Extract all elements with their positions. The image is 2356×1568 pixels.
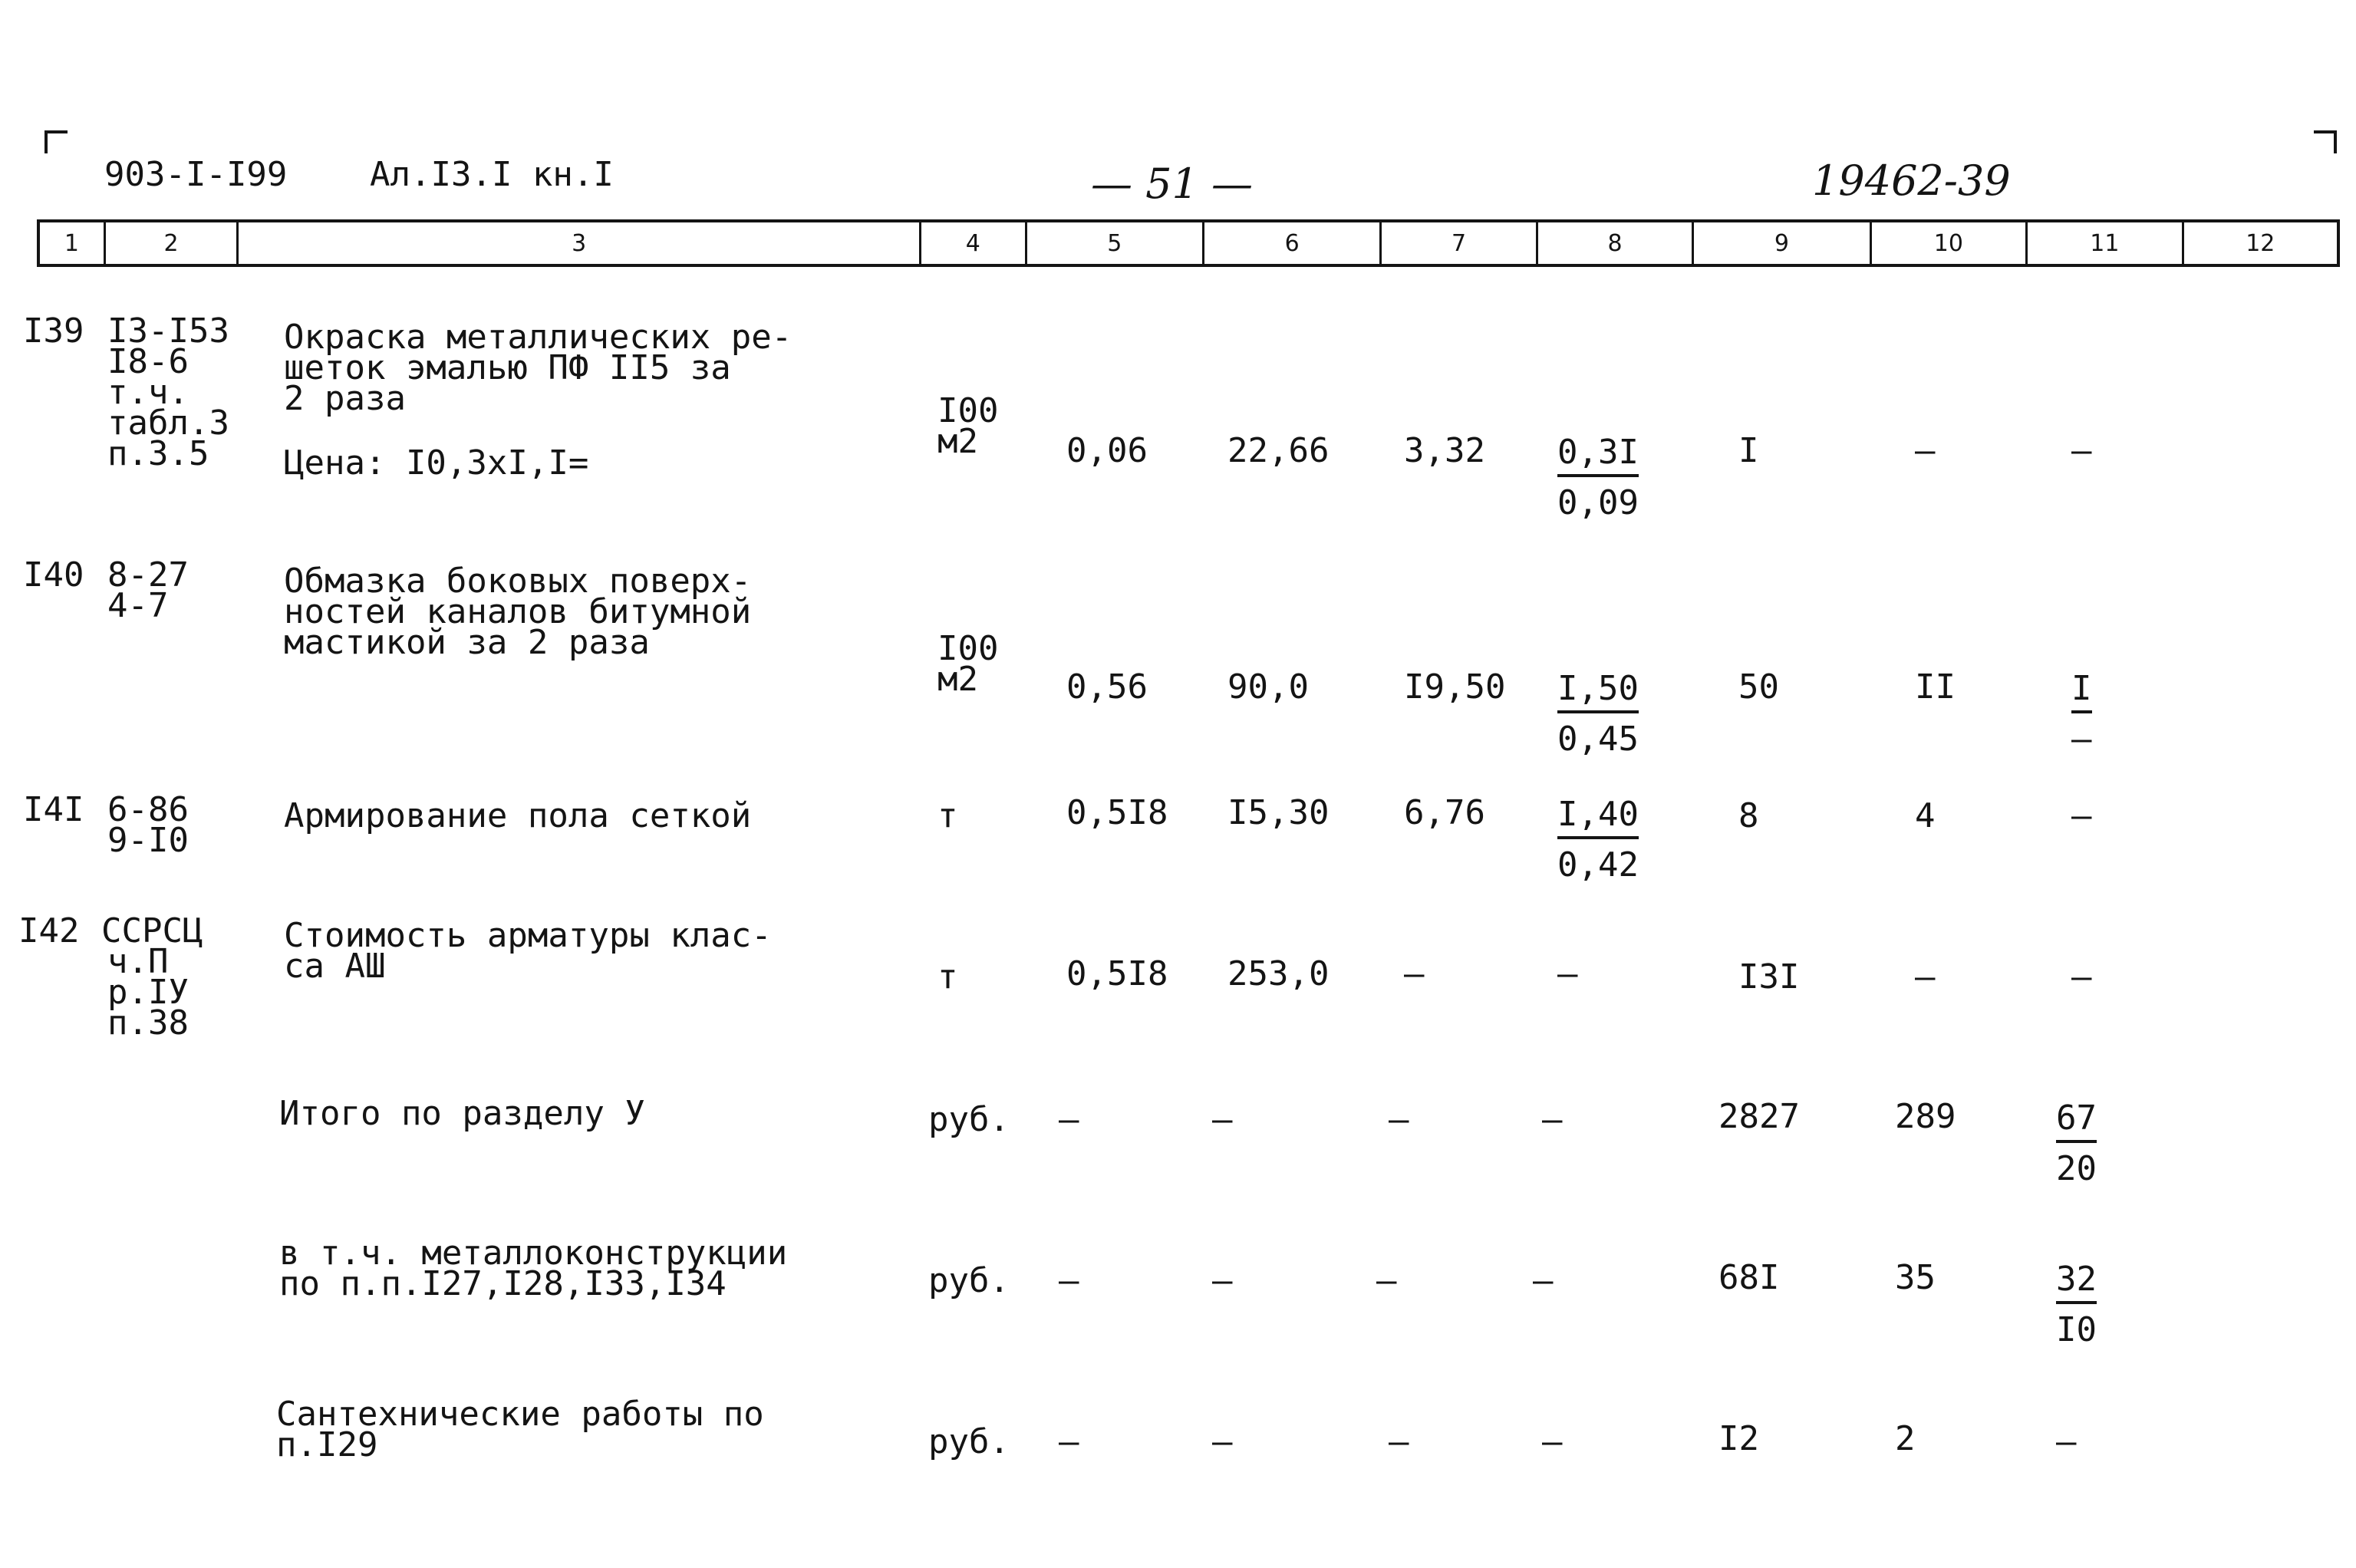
column-number: 8	[1538, 222, 1694, 264]
cell-col7: –	[1404, 954, 1425, 993]
cell-col6: –	[1212, 1100, 1233, 1139]
cell-col8-fraction: $\frac{I,40}{0,42}$	[1557, 795, 1639, 884]
work-description: Армирование пола сеткой	[284, 796, 752, 835]
cell-col6: –	[1212, 1422, 1233, 1461]
total-description: в т.ч. металлоконструкции по п.п.I27,I28,I33,I34	[279, 1234, 788, 1303]
price-formula: Цена: I0,3xI,I=	[284, 443, 589, 483]
cell-col11: –	[2071, 431, 2092, 470]
cell-col8: –	[1533, 1261, 1554, 1300]
unit: I00 м2	[937, 391, 999, 461]
cell-col6: I5,30	[1227, 793, 1330, 832]
row-number: I39	[23, 311, 84, 351]
unit: руб.	[928, 1100, 1010, 1139]
unit: руб.	[928, 1261, 1010, 1300]
cell-col8-fraction: $\frac{I,50}{0,45}$	[1557, 669, 1639, 759]
row-number: I40	[23, 555, 84, 595]
cell-col10: 2	[1895, 1419, 1916, 1458]
cell-col11: –	[2071, 957, 2092, 996]
cell-col7: 6,76	[1404, 793, 1485, 832]
cell-col7: I9,50	[1404, 667, 1506, 707]
corner-mark-top-right	[2314, 130, 2337, 153]
cell-col6: 253,0	[1227, 954, 1330, 993]
cell-col5: –	[1059, 1261, 1079, 1300]
album-reference: Ал.I3.I кн.I	[370, 155, 614, 194]
column-number: 11	[2028, 222, 2183, 264]
cell-col11-fraction: $\frac{32}{I0}$	[2056, 1260, 2097, 1349]
cell-col10: II	[1915, 667, 1956, 707]
cell-col8-fraction: $\frac{0,3I}{0,09}$	[1557, 433, 1639, 522]
cell-col10: –	[1915, 957, 1936, 996]
unit: руб.	[928, 1422, 1010, 1461]
cell-col10: 289	[1895, 1097, 1956, 1136]
cell-col8: –	[1542, 1100, 1563, 1139]
cell-col8: –	[1557, 954, 1578, 993]
cell-col9: I2	[1718, 1419, 1759, 1458]
unit: т	[937, 957, 958, 996]
cell-col9: 50	[1738, 667, 1779, 707]
row-number: I4I	[23, 790, 84, 829]
unit: т	[937, 796, 958, 835]
cell-col11-fraction: I –	[2071, 669, 2092, 759]
cell-col7: 3,32	[1404, 431, 1485, 470]
cell-col10: 4	[1915, 796, 1936, 835]
cell-col9: I	[1738, 431, 1759, 470]
norm-reference: 8-27 4-7	[107, 555, 189, 625]
cell-col5: 0,06	[1066, 431, 1148, 470]
cell-col10: 35	[1895, 1258, 1936, 1297]
work-description: Обмазка боковых поверх- ностей каналов битумной мастикой за 2 раза	[284, 562, 752, 662]
cell-col9: 8	[1738, 796, 1759, 835]
column-number: 2	[106, 222, 239, 264]
doc-code: 903-I-I99	[104, 155, 288, 194]
cell-col9: 68I	[1718, 1258, 1780, 1297]
cell-col7: –	[1376, 1261, 1397, 1300]
column-number: 3	[239, 222, 921, 264]
cell-col5: 0,5I8	[1066, 954, 1168, 993]
total-description: Итого по разделу У	[279, 1094, 645, 1133]
cell-col11: –	[2056, 1422, 2077, 1461]
column-number: 1	[40, 222, 106, 264]
column-number-strip	[37, 219, 2340, 267]
cell-col7: –	[1389, 1100, 1409, 1139]
cell-col9: I3I	[1738, 957, 1800, 996]
cell-col8: –	[1542, 1422, 1563, 1461]
cell-col5: –	[1059, 1422, 1079, 1461]
cell-col10: –	[1915, 431, 1936, 470]
column-number: 5	[1027, 222, 1204, 264]
column-number: 10	[1872, 222, 2028, 264]
norm-reference: 6-86 9-I0	[107, 790, 189, 860]
cell-col5: 0,56	[1066, 667, 1148, 707]
page-number: — 51 —	[1091, 160, 1254, 208]
cell-col6: –	[1212, 1261, 1233, 1300]
work-description: Окраска металлических ре- шеток эмалью ПФ II5 за 2 раза	[284, 318, 792, 418]
inventory-number: 19462-39	[1812, 156, 2011, 205]
column-number: 6	[1204, 222, 1382, 264]
cell-col6: 90,0	[1227, 667, 1309, 707]
cell-col5: 0,5I8	[1066, 793, 1168, 832]
cell-col11: –	[2071, 796, 2092, 835]
cell-col5: –	[1059, 1100, 1079, 1139]
total-description: Сантехнические работы по п.I29	[276, 1395, 764, 1464]
cell-col7: –	[1389, 1422, 1409, 1461]
work-description: Стоимость арматуры клас- са АШ	[284, 916, 772, 986]
cell-col11-fraction: $\frac{67}{20}$	[2056, 1099, 2097, 1188]
column-number: 9	[1694, 222, 1871, 264]
norm-reference: ССРСЦ ч.П р.IУ п.38	[101, 911, 203, 1043]
row-number: I42	[18, 911, 80, 950]
column-number: 4	[921, 222, 1027, 264]
column-number: 7	[1382, 222, 1537, 264]
corner-mark-top-left	[44, 130, 68, 153]
cell-col6: 22,66	[1227, 431, 1330, 470]
norm-reference: I3-I53 I8-6 т.ч. табл.3 п.3.5	[107, 311, 229, 473]
unit: I00 м2	[937, 629, 999, 699]
column-number: 12	[2246, 229, 2275, 257]
cell-col9: 2827	[1718, 1097, 1800, 1136]
